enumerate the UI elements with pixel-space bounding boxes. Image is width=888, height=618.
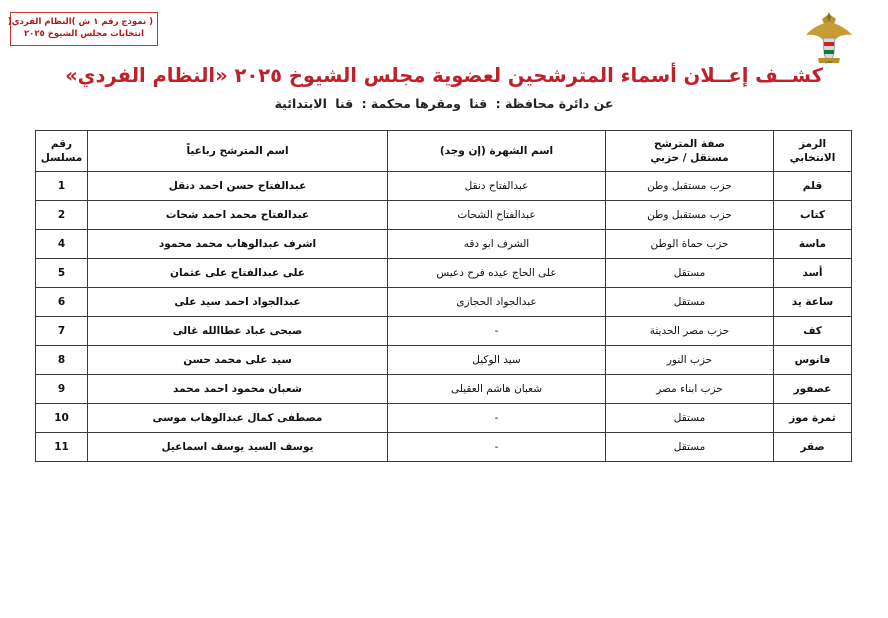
cell-name: على عبدالفتاح على عثمان [88, 259, 388, 288]
cell-serial: 6 [36, 288, 88, 317]
cell-serial: 2 [36, 201, 88, 230]
cell-fame: عبدالجواد الحجازى [388, 288, 606, 317]
svg-text:مصر: مصر [825, 59, 833, 64]
subtitle-prefix: عن دائرة محافظة : [495, 96, 614, 111]
cell-serial: 10 [36, 404, 88, 433]
cell-symbol: ساعة يد [774, 288, 852, 317]
table-header-row [36, 131, 852, 172]
form-stamp-line-2: انتخابات مجلس الشيوخ ٢٠٢٥ [23, 29, 144, 40]
col-header-party-l2: مستقل / حزبي [650, 152, 729, 164]
cell-name: سيد على محمد حسن [88, 346, 388, 375]
page-title: كشــف إعــلان أسماء المترشحين لعضوية مجلس الشيوخ ٢٠٢٥ «النظام الفردي» [65, 64, 823, 87]
table-row [36, 172, 852, 201]
table-row [36, 288, 852, 317]
cell-name: عبدالفتاح حسن احمد دنقل [88, 172, 388, 201]
cell-party: مستقل [606, 259, 774, 288]
candidates-table-body [36, 172, 852, 462]
cell-fame: - [388, 404, 606, 433]
cell-serial: 1 [36, 172, 88, 201]
cell-symbol: ماسة [774, 230, 852, 259]
cell-fame: - [388, 433, 606, 462]
col-header-symbol-l1: الرمز [798, 137, 827, 150]
table-row [36, 317, 852, 346]
cell-name: مصطفى كمال عبدالوهاب موسى [88, 404, 388, 433]
candidates-table [35, 130, 852, 462]
cell-symbol: قلم [774, 172, 852, 201]
egypt-eagle-emblem-icon [798, 8, 860, 70]
cell-name: اشرف عبدالوهاب محمد محمود [88, 230, 388, 259]
cell-name: شعبان محمود احمد محمد [88, 375, 388, 404]
col-header-fame: اسم الشهرة (إن وجد) [388, 131, 606, 172]
subtitle-court: قنا [335, 96, 354, 111]
table-row [36, 346, 852, 375]
subtitle-suffix: الابتدائية [274, 96, 327, 111]
cell-name: صبحى عباد عطاالله غالى [88, 317, 388, 346]
cell-serial: 7 [36, 317, 88, 346]
cell-party: حزب حماة الوطن [606, 230, 774, 259]
col-header-no [36, 131, 88, 172]
cell-symbol: صقر [774, 433, 852, 462]
cell-serial: 4 [36, 230, 88, 259]
cell-party: مستقل [606, 433, 774, 462]
cell-fame: عبدالفتاح الشحات [388, 201, 606, 230]
cell-fame: سيد الوكيل [388, 346, 606, 375]
cell-serial: 5 [36, 259, 88, 288]
subtitle-middle: ومقرها محكمة : [361, 96, 461, 111]
cell-symbol: كتاب [774, 201, 852, 230]
cell-name: عبدالفتاح محمد احمد شحات [88, 201, 388, 230]
cell-fame: شعبان هاشم العقيلى [388, 375, 606, 404]
table-row [36, 404, 852, 433]
cell-fame: - [388, 317, 606, 346]
cell-serial: 11 [36, 433, 88, 462]
table-row [36, 433, 852, 462]
cell-party: حزب مستقبل وطن [606, 201, 774, 230]
cell-party: حزب مستقبل وطن [606, 172, 774, 201]
table-row [36, 259, 852, 288]
table-row [36, 201, 852, 230]
col-header-name: اسم المترشح رباعياً [88, 131, 388, 172]
page-subtitle [0, 96, 888, 111]
cell-name: يوسف السيد يوسف اسماعيل [88, 433, 388, 462]
col-header-symbol [774, 131, 852, 172]
cell-party: مستقل [606, 288, 774, 317]
cell-fame: الشرف ابو دقه [388, 230, 606, 259]
form-stamp-line-1: ( نموذج رقم ١ ش )النظام الفردي( [7, 17, 153, 27]
cell-symbol: كف [774, 317, 852, 346]
col-header-party-l1: صفة المترشح [653, 137, 726, 150]
cell-party: حزب ابناء مصر [606, 375, 774, 404]
cell-party: حزب النور [606, 346, 774, 375]
col-header-no-l2: مسلسل [40, 152, 83, 164]
table-row [36, 230, 852, 259]
col-header-party [606, 131, 774, 172]
cell-fame: على الحاج عيده فرح دعيس [388, 259, 606, 288]
cell-symbol: فانوس [774, 346, 852, 375]
cell-party: مستقل [606, 404, 774, 433]
cell-symbol: أسد [774, 259, 852, 288]
cell-serial: 8 [36, 346, 88, 375]
subtitle-governorate: قنا [469, 96, 488, 111]
cell-party: حزب مصر الحديثة [606, 317, 774, 346]
cell-fame: عبدالفتاح دنقل [388, 172, 606, 201]
table-row [36, 375, 852, 404]
cell-symbol: عصفور [774, 375, 852, 404]
cell-name: عبدالجواد احمد سيد على [88, 288, 388, 317]
col-header-no-l1: رقم [50, 137, 73, 150]
form-number-stamp [7, 12, 158, 46]
cell-serial: 9 [36, 375, 88, 404]
col-header-symbol-l2: الانتخابي [789, 152, 836, 164]
cell-symbol: ثمرة موز [774, 404, 852, 433]
candidates-table-wrapper [36, 130, 852, 462]
